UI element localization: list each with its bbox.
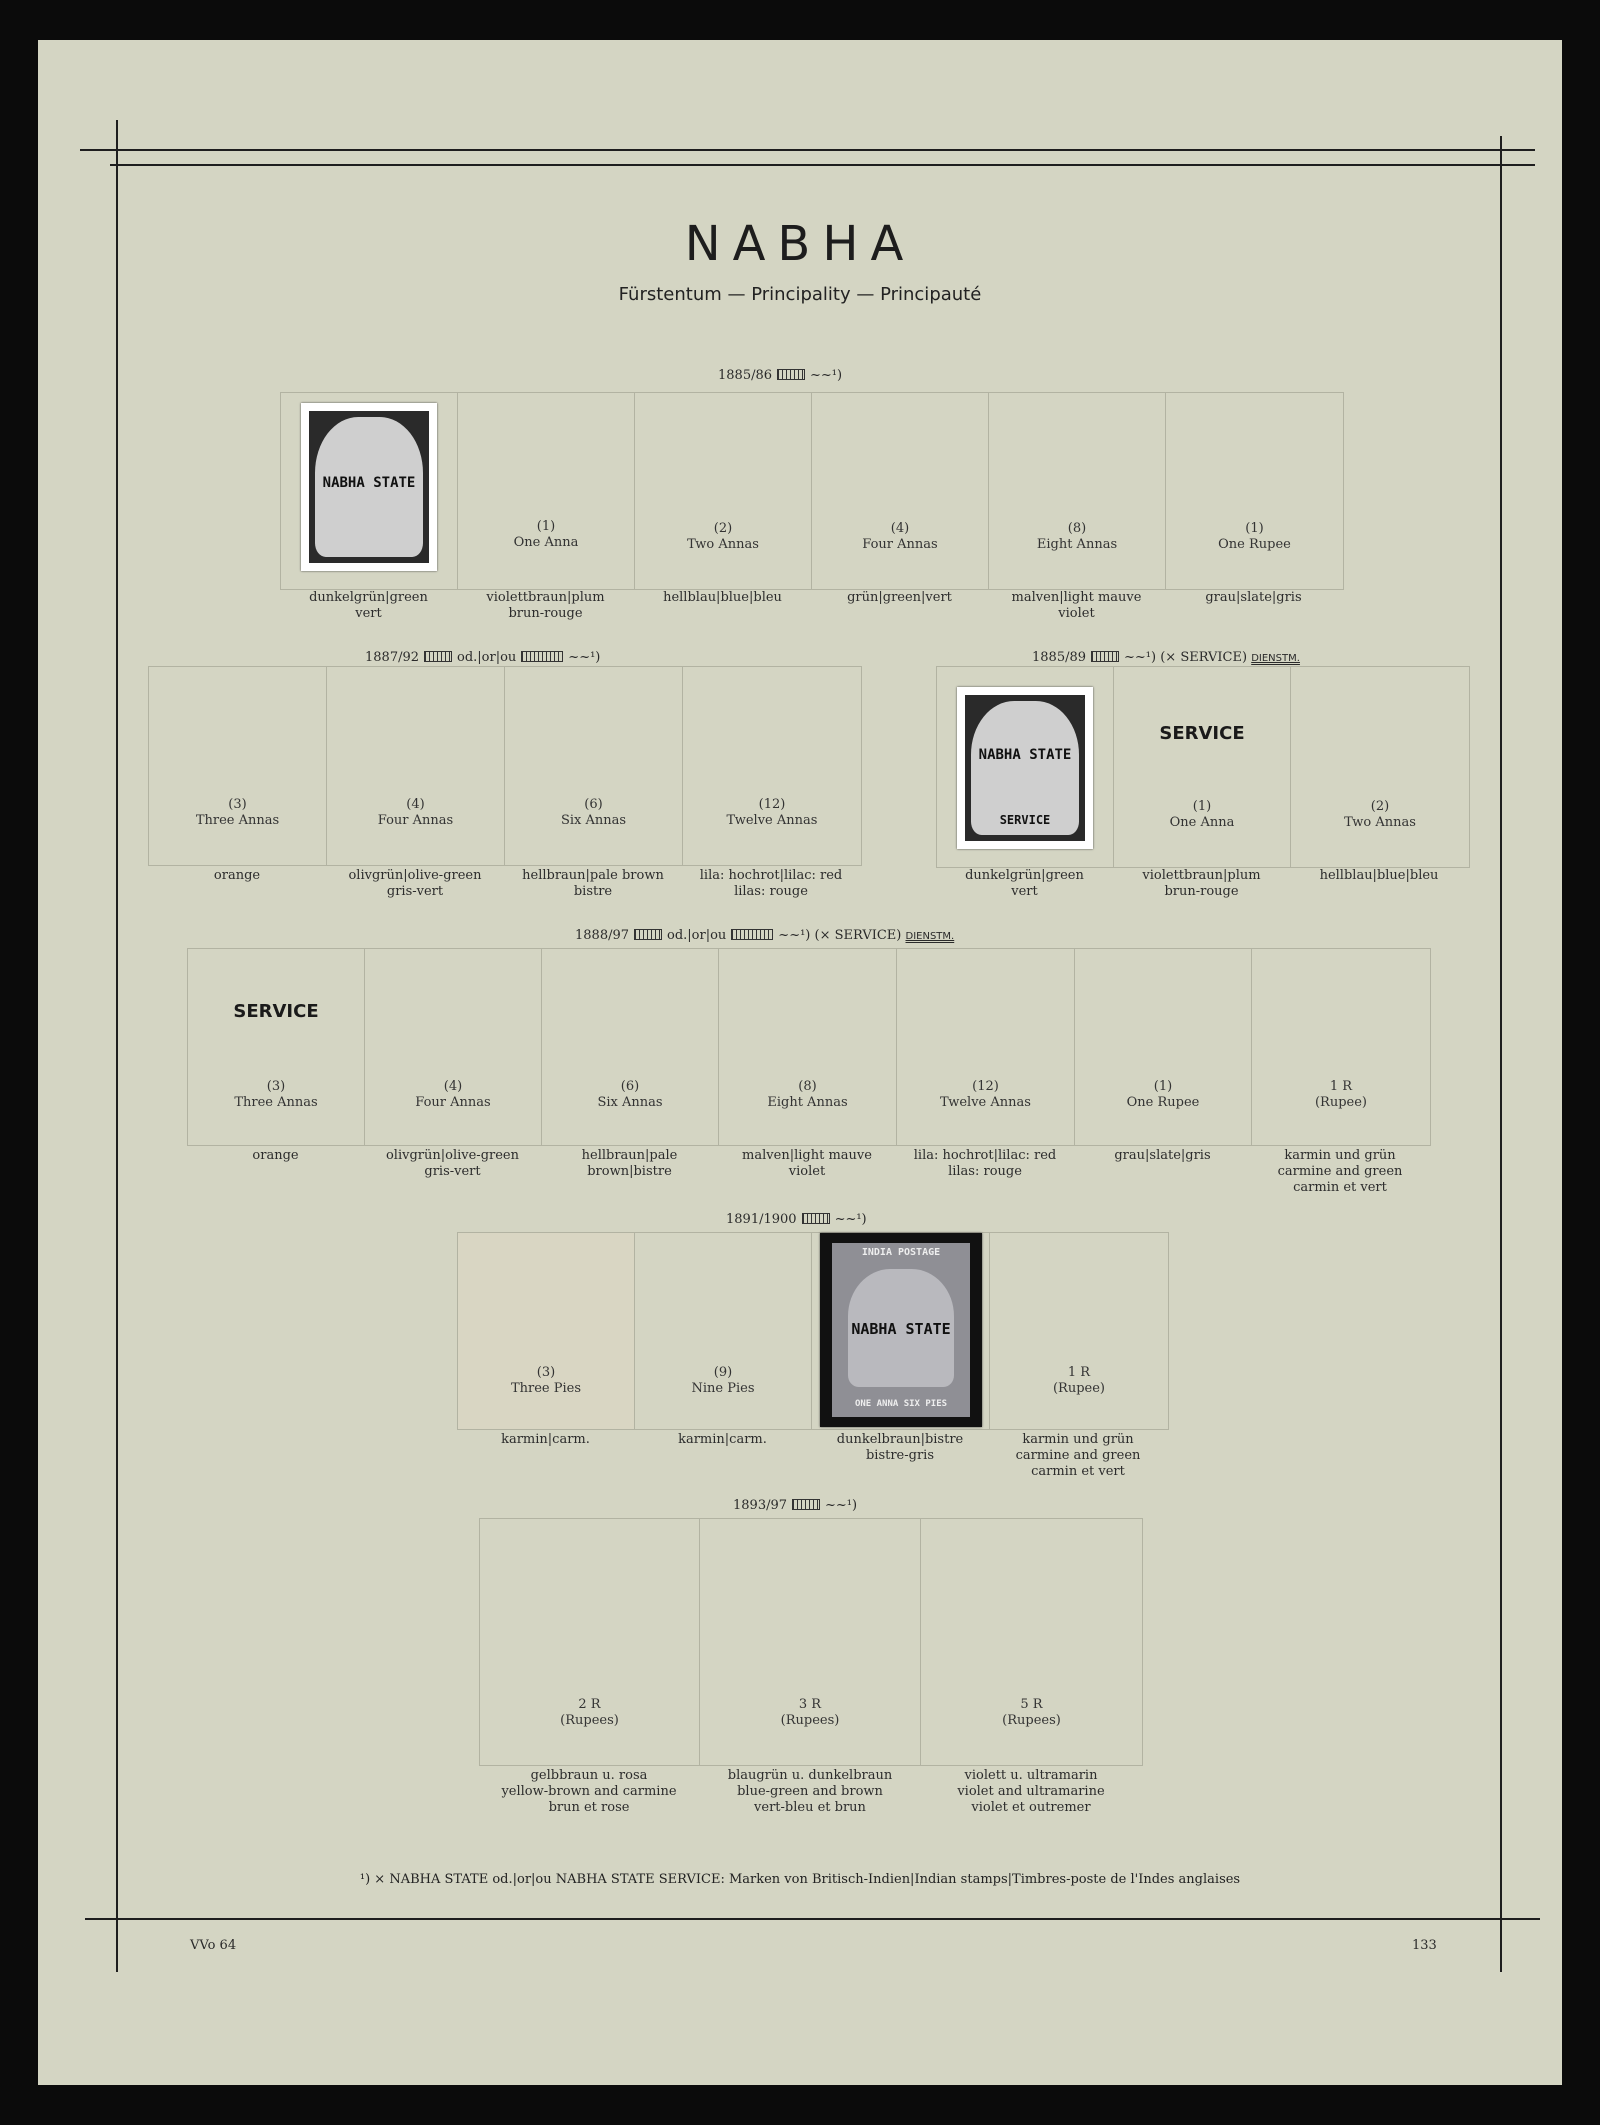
stamp-name: Two Annas (687, 537, 759, 552)
set4-mid: od.|or|ou (667, 928, 727, 943)
set6-year: 1893/97 (733, 1498, 788, 1513)
stamp-number: (4) (890, 521, 910, 536)
set1-tail: ~~¹) (810, 368, 843, 383)
set1-cell-4 (812, 393, 989, 589)
stamp-number: (8) (1067, 521, 1087, 536)
stamp-one-anna-six-pies (820, 1233, 982, 1427)
dienstmarke-label: DIENSTM. (905, 931, 955, 942)
page-number: 133 (1412, 1938, 1437, 1953)
stamp-number: (3) (266, 1079, 286, 1094)
set4-tail: ~~¹) (⨯ SERVICE) (778, 928, 902, 943)
set2-row (148, 666, 862, 866)
stamp-number: (8) (798, 1079, 817, 1094)
perforation-icon (634, 929, 662, 940)
set2-cell-1 (149, 667, 327, 865)
stamp-name: One Anna (513, 535, 579, 550)
set6-tail: ~~¹) (825, 1498, 858, 1513)
set2-year: 1887/92 (365, 650, 420, 665)
set6-cell-2 (700, 1519, 921, 1765)
stamp-service-overprint: SERVICE (999, 813, 1051, 827)
bottom-border-rule (85, 1918, 1540, 1920)
set5-tail: ~~¹) (834, 1212, 867, 1227)
set2-mid: od.|or|ou (457, 650, 517, 665)
stamp-overprint: NABHA STATE (978, 747, 1072, 763)
set3-cell-3 (1291, 667, 1469, 867)
stamp-name: Eight Annas (767, 1095, 848, 1110)
set6-cell-1 (480, 1519, 700, 1765)
color-label: orange (252, 1148, 299, 1163)
perforation-icon (802, 1213, 830, 1224)
service-overprint-label: SERVICE (233, 1001, 319, 1022)
color-label: violettbraun|plum brun-rouge (1142, 868, 1261, 899)
stamp-name: Six Annas (560, 813, 627, 828)
stamp-top-text: INDIA POSTAGE (861, 1247, 941, 1258)
stamp-number: (9) (713, 1365, 733, 1380)
stamp-overprint: NABHA STATE (322, 475, 416, 491)
stamp-name: Three Annas (195, 813, 280, 828)
set1-cell-3 (635, 393, 812, 589)
set4-row (187, 948, 1431, 1146)
set4-cell-4 (719, 949, 897, 1145)
stamp-number: 1 R (1329, 1079, 1353, 1094)
stamp-name: (Rupee) (1314, 1095, 1367, 1110)
set4-cell-5 (897, 949, 1075, 1145)
stamp-service-half-anna (957, 687, 1093, 849)
color-label: hellbraun|pale brown|bistre (581, 1148, 678, 1179)
stamp-name: Four Annas (862, 537, 938, 552)
stamp-number: (1) (1245, 521, 1264, 536)
color-label: orange (213, 868, 261, 883)
set1-cell-6 (1166, 393, 1343, 589)
stamp-name: (Rupee) (1052, 1381, 1105, 1396)
stamp-number: (12) (972, 1079, 999, 1094)
dienstmarke-label: DIENSTM. (1251, 653, 1300, 664)
set3-header (1032, 650, 1300, 665)
color-label: olivgrün|olive-green gris-vert (348, 868, 482, 899)
color-label: grau|slate|gris (1114, 1148, 1211, 1163)
color-label: dunkelgrün|green vert (965, 868, 1084, 899)
set5-year: 1891/1900 (726, 1212, 797, 1227)
stamp-bottom-text: ONE ANNA SIX PIES (854, 1399, 948, 1409)
color-label: dunkelgrün|green vert (309, 590, 428, 621)
perforation-icon (424, 651, 452, 662)
stamp-name: Nine Pies (691, 1381, 755, 1396)
color-label: malven|light mauve violet (742, 1148, 872, 1179)
set3-row (936, 666, 1470, 868)
stamp-number: (3) (536, 1365, 556, 1380)
stamp-number: (1) (1153, 1079, 1173, 1094)
color-label: gelbbraun u. rosa yellow-brown and carmine brun et rose (501, 1768, 677, 1815)
set2-cell-2 (327, 667, 505, 865)
set4-cell-1 (188, 949, 365, 1145)
set1-cell-2 (458, 393, 635, 589)
color-label: violett u. ultramarin violet and ultramarine violet et outremer (957, 1768, 1105, 1815)
color-label: violettbraun|plum brun-rouge (486, 590, 605, 621)
color-label: karmin und grün carmine and green carmin et vert (1277, 1148, 1403, 1195)
set6-cell-3 (921, 1519, 1142, 1765)
color-label: hellblau|blue|bleu (663, 590, 782, 605)
set1-header (718, 368, 842, 383)
stamp-name: Eight Annas (1036, 537, 1118, 552)
page-subtitle: Fürstentum — Principality — Principauté (618, 284, 982, 305)
stamp-number: (2) (713, 521, 733, 536)
stamp-name: Four Annas (415, 1095, 491, 1110)
set3-tail: ~~¹) (⨯ SERVICE) (1124, 650, 1248, 665)
stamp-name: One Rupee (1218, 537, 1291, 552)
set4-cell-6 (1075, 949, 1252, 1145)
stamp-number: (1) (1192, 799, 1212, 814)
stamp-name: One Anna (1169, 815, 1235, 830)
set1-year: 1885/86 (718, 368, 773, 383)
stamp-number: 3 R (798, 1697, 822, 1712)
stamp-name: One Rupee (1126, 1095, 1200, 1110)
color-label: dunkelbraun|bistre bistre-gris (836, 1432, 964, 1463)
color-label: hellblau|blue|bleu (1319, 868, 1439, 883)
set5-cell-4 (990, 1233, 1168, 1429)
left-border-rule (116, 120, 118, 1972)
stamp-number: (12) (758, 797, 786, 812)
set5-header (726, 1212, 867, 1227)
stamp-name: Twelve Annas (940, 1095, 1031, 1110)
stamp-half-anna (301, 403, 437, 571)
stamp-number: (6) (584, 797, 603, 812)
stamp-name: Two Annas (1344, 815, 1416, 830)
stamp-name: Three Annas (234, 1095, 318, 1110)
set3-cell-2 (1114, 667, 1291, 867)
stamp-number: (3) (228, 797, 247, 812)
color-label: lila: hochrot|lilac: red lilas: rouge (699, 868, 843, 899)
stamp-number: (4) (443, 1079, 463, 1094)
stamp-number: 2 R (578, 1697, 601, 1712)
stamp-number: (6) (620, 1079, 640, 1094)
stamp-name: Four Annas (377, 813, 454, 828)
color-label: lila: hochrot|lilac: red lilas: rouge (913, 1148, 1057, 1179)
color-label: hellbraun|pale brown bistre (522, 868, 664, 899)
color-label: karmin und grün carmine and green carmin et vert (1015, 1432, 1141, 1479)
stamp-name: (Rupees) (560, 1713, 619, 1728)
color-label: malven|light mauve violet (1011, 590, 1142, 621)
set4-year: 1888/97 (575, 928, 630, 943)
footnote: ¹) ⨯ NABHA STATE od.|or|ou NABHA STATE SERVICE: Marken von Britisch-Indien|Indian stamps|Timbres-poste de l'Indes anglaises (359, 1872, 1241, 1887)
right-border-rule (1500, 136, 1502, 1972)
perforation-icon (521, 651, 563, 662)
set4-cell-3 (542, 949, 719, 1145)
set6-row (479, 1518, 1143, 1766)
set2-cell-4 (683, 667, 861, 865)
set5-cell-2 (635, 1233, 812, 1429)
set4-header (575, 928, 954, 943)
stamp-number: (4) (406, 797, 425, 812)
stamp-number: (2) (1370, 799, 1390, 814)
set3-year: 1885/89 (1032, 650, 1087, 665)
perforation-icon (1091, 651, 1119, 662)
footer-left-code: VVo 64 (190, 1938, 237, 1953)
top-border-rule-2 (110, 164, 1535, 166)
stamp-name: Three Pies (510, 1381, 582, 1396)
set1-row (280, 392, 1344, 590)
perforation-icon (792, 1499, 820, 1510)
set5-cell-3 (812, 1233, 990, 1429)
stamp-name: (Rupees) (1002, 1713, 1061, 1728)
stamp-number: (1) (536, 519, 556, 534)
stamp-name: Twelve Annas (726, 813, 818, 828)
service-overprint-label: SERVICE (1159, 723, 1245, 744)
set2-header (365, 650, 600, 665)
perforation-icon (731, 929, 773, 940)
set5-cell-1 (458, 1233, 635, 1429)
stamp-overprint: NABHA STATE (851, 1320, 951, 1338)
stamp-number: 1 R (1067, 1365, 1091, 1380)
color-label: karmin|carm. (678, 1432, 767, 1447)
stamp-name: (Rupees) (780, 1713, 840, 1728)
page-title: NABHA (684, 216, 916, 272)
set4-cell-2 (365, 949, 542, 1145)
set1-cell-5 (989, 393, 1166, 589)
color-label: blaugrün u. dunkelbraun blue-green and brown vert-bleu et brun (727, 1768, 893, 1815)
color-label: olivgrün|olive-green gris-vert (385, 1148, 519, 1179)
set2-cell-3 (505, 667, 683, 865)
top-border-rule (80, 149, 1535, 151)
set6-header (733, 1498, 857, 1513)
stamp-number: 5 R (1020, 1697, 1043, 1712)
color-label: grün|green|vert (847, 590, 952, 605)
set1-cell-1 (281, 393, 458, 589)
color-label: karmin|carm. (501, 1432, 590, 1447)
set3-cell-1 (937, 667, 1114, 867)
stamp-name: Six Annas (597, 1095, 663, 1110)
set2-tail: ~~¹) (568, 650, 601, 665)
color-label: grau|slate|gris (1205, 590, 1302, 605)
perforation-icon (777, 369, 805, 380)
set4-cell-7 (1252, 949, 1430, 1145)
set5-row (457, 1232, 1169, 1430)
